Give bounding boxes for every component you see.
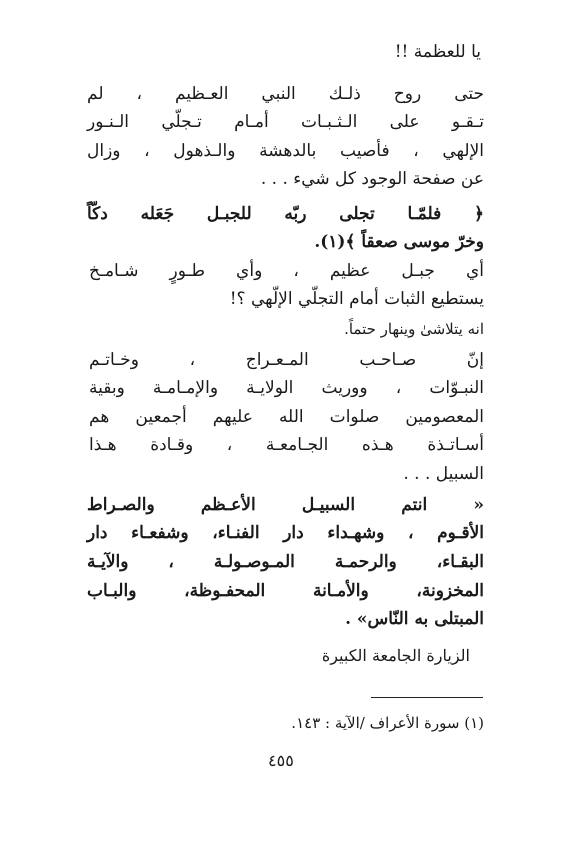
footnote: (١) سورة الأعراف /الآية : ١٤٣. — [291, 714, 484, 732]
text-line: السبيل . . . — [403, 464, 484, 484]
text-line: أسـاتـذة هـذه الجـامعـة ، وقـادة هـذا — [89, 435, 484, 455]
footnote-separator — [371, 697, 483, 698]
verse-line: وخرّ موسى صعقاً ﴾(١). — [314, 232, 484, 252]
quote-line: المخزونة، والأمـانة المحفـوظة، والبـاب — [87, 581, 484, 601]
text-line: يستطيع الثبات أمام التجلّي الإلّهي ؟! — [229, 289, 484, 309]
verse-line: ﴿ فلمّـا تجلى ربّه للجبـل جَعَله دكّاً — [87, 204, 484, 224]
text-line: المعصومين صلوات الله عليهم أجمعين هم — [89, 407, 484, 427]
text-line: تـقـو على الـثـبـات أمـام تـجلّي الـنـور — [87, 112, 484, 132]
text-line: إنّ صـاحـب المـعـراج ، وخـاتـم — [89, 350, 484, 370]
quote-line: « انتم السبيـل الأعـظم والصـراط — [87, 495, 484, 515]
text-line: انه يتلاشىٰ وينهار حتماً. — [344, 320, 484, 338]
text-line: الإلهي ، فأصيب بالدهشة والـذهول ، وزال — [87, 141, 484, 161]
text-line: أي جبـل عظيم ، وأي طـورٍ شـامـخ — [89, 261, 484, 281]
text-line: حتى روح ذلـك النبي العـظيم ، لم — [87, 84, 484, 104]
page-header: يا للعظمة !! — [394, 42, 481, 62]
quote-line: المبتلى به النّاس» . — [345, 609, 484, 629]
text-line: النبـوّات ، ووريث الولايـة والإمـامـة وبقية — [89, 378, 484, 398]
quote-source: الزيارة الجامعة الكبيرة — [321, 646, 470, 665]
quote-line: البقـاء، والرحمـة المـوصـولـة ، والآيـة — [87, 552, 484, 572]
text-line: عن صفحة الوجود كل شيء . . . — [260, 169, 484, 189]
page-number: ٤٥٥ — [268, 751, 294, 770]
quote-line: الأقـوم ، وشهـداء دار الفنـاء، وشفعـاء دار — [87, 523, 484, 543]
